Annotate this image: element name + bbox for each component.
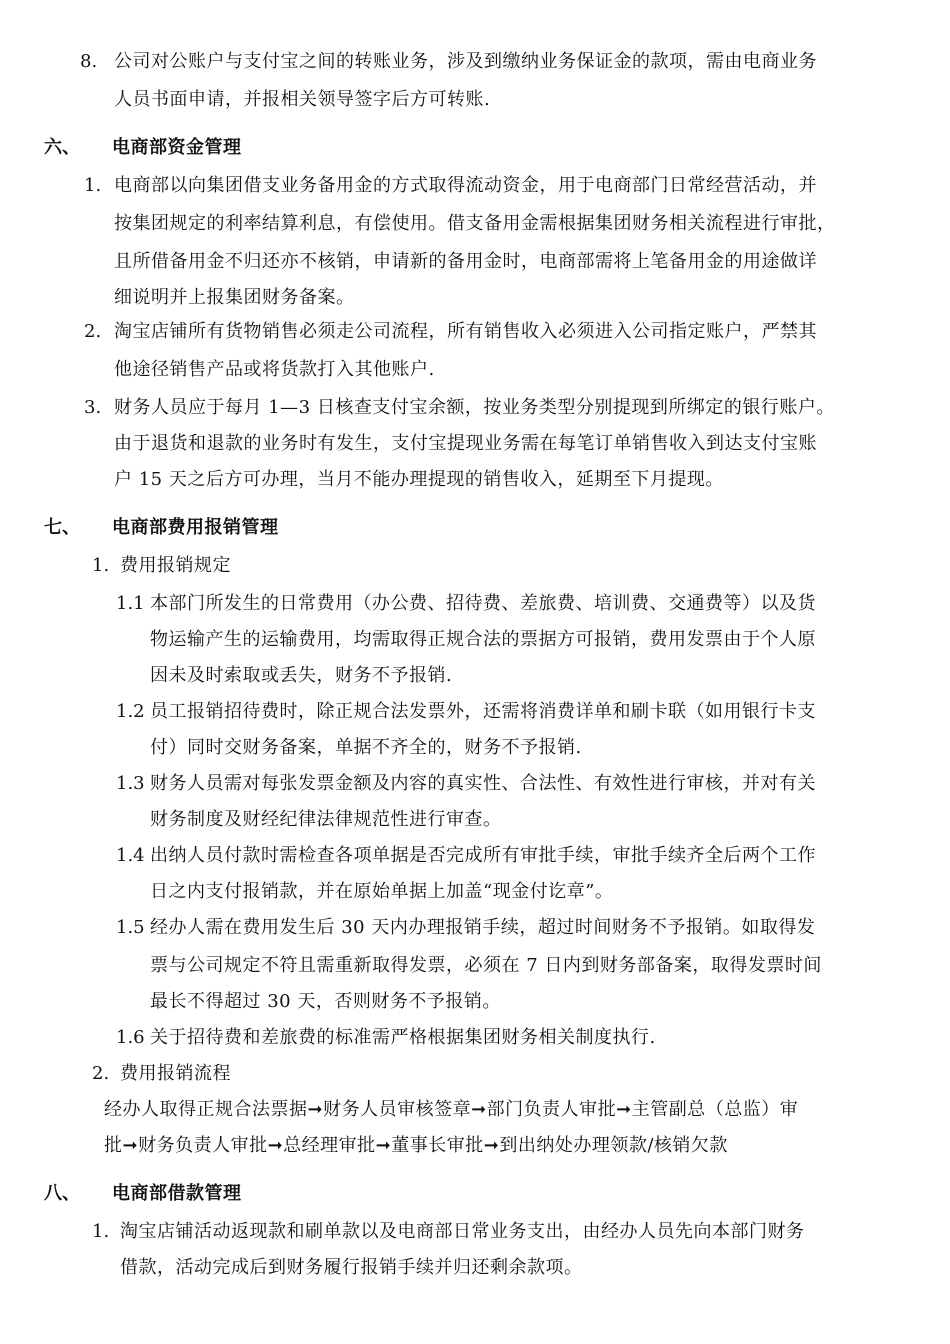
paragraph-line: 细说明并上报集团财务备案。 [114, 287, 355, 308]
paragraph-line: 且所借备用金不归还亦不核销，申请新的备用金时，电商部需将上笔备用金的用途做详 [114, 251, 817, 272]
paragraph-line: 出纳人员付款时需检查各项单据是否完成所有审批手续，审批手续齐全后两个工作 [150, 845, 816, 866]
list-number: 1.1 [116, 593, 145, 614]
section-heading: 电商部费用报销管理 [112, 517, 279, 538]
paragraph-line: 他途径销售产品或将货款打入其他账户. [114, 359, 435, 380]
subsection-heading: 费用报销流程 [120, 1063, 231, 1084]
paragraph-line: 关于招待费和差旅费的标准需严格根据集团财务相关制度执行. [150, 1027, 656, 1048]
section-heading: 电商部借款管理 [112, 1183, 242, 1204]
paragraph-line: 票与公司规定不符且需重新取得发票，必须在 7 日内到财务部备案，取得发票时间 [150, 955, 822, 976]
process-flow-line: 经办人取得正规合法票据➞财务人员审核签章➞部门负责人审批➞主管副总（总监）审 [104, 1099, 799, 1120]
list-number: 8. [80, 51, 98, 72]
paragraph-line: 经办人需在费用发生后 30 天内办理报销手续，超过时间财务不予报销。如取得发 [150, 917, 816, 938]
paragraph-line: 因未及时索取或丢失，财务不予报销. [150, 665, 453, 686]
paragraph-line: 物运输产生的运输费用，均需取得正规合法的票据方可报销，费用发票由于个人原 [150, 629, 816, 650]
list-number: 2. [92, 1063, 110, 1084]
paragraph-line: 公司对公账户与支付宝之间的转账业务，涉及到缴纳业务保证金的款项，需由电商业务 [114, 51, 817, 72]
paragraph-line: 按集团规定的利率结算利息，有偿使用。借支备用金需根据集团财务相关流程进行审批， [114, 213, 836, 234]
list-number: 1.4 [116, 845, 145, 866]
paragraph-line: 最长不得超过 30 天，否则财务不予报销。 [150, 991, 501, 1012]
paragraph-line: 本部门所发生的日常费用（办公费、招待费、差旅费、培训费、交通费等）以及货 [150, 593, 816, 614]
paragraph-line: 日之内支付报销款，并在原始单据上加盖“现金付讫章”。 [150, 881, 614, 902]
paragraph-line: 人员书面申请，并报相关领导签字后方可转账. [114, 89, 491, 110]
list-number: 1. [92, 555, 110, 576]
list-number: 1.5 [116, 917, 145, 938]
list-number: 2. [84, 321, 102, 342]
paragraph-line: 淘宝店铺所有货物销售必须走公司流程，所有销售收入必须进入公司指定账户，严禁其 [114, 321, 817, 342]
paragraph-line: 由于退货和退款的业务时有发生，支付宝提现业务需在每笔订单销售收入到达支付宝账 [114, 433, 817, 454]
subsection-heading: 费用报销规定 [120, 555, 231, 576]
list-number: 1.6 [116, 1027, 145, 1048]
paragraph-line: 财务制度及财经纪律法律规范性进行审查。 [150, 809, 502, 830]
section-number: 六、 [44, 137, 80, 158]
list-number: 3. [84, 397, 102, 418]
list-number: 1. [92, 1221, 110, 1242]
list-number: 1.3 [116, 773, 145, 794]
paragraph-line: 财务人员需对每张发票金额及内容的真实性、合法性、有效性进行审核，并对有关 [150, 773, 816, 794]
paragraph-line: 财务人员应于每月 1—3 日核查支付宝余额，按业务类型分别提现到所绑定的银行账户。 [114, 397, 835, 418]
paragraph-line: 员工报销招待费时，除正规合法发票外，还需将消费详单和刷卡联（如用银行卡支 [150, 701, 816, 722]
section-heading: 电商部资金管理 [112, 137, 242, 158]
list-number: 1.2 [116, 701, 145, 722]
paragraph-line: 借款，活动完成后到财务履行报销手续并归还剩余款项。 [120, 1257, 583, 1278]
list-number: 1. [84, 175, 102, 196]
paragraph-line: 付）同时交财务备案，单据不齐全的，财务不予报销. [150, 737, 582, 758]
paragraph-line: 电商部以向集团借支业务备用金的方式取得流动资金，用于电商部门日常经营活动，并 [114, 175, 817, 196]
process-flow-line: 批➞财务负责人审批➞总经理审批➞董事长审批➞到出纳处办理领款/核销欠款 [104, 1135, 728, 1156]
paragraph-line: 淘宝店铺活动返现款和刷单款以及电商部日常业务支出，由经办人员先向本部门财务 [120, 1221, 805, 1242]
section-number: 八、 [44, 1183, 80, 1204]
paragraph-line: 户 15 天之后方可办理，当月不能办理提现的销售收入，延期至下月提现。 [114, 469, 724, 490]
section-number: 七、 [44, 517, 80, 538]
